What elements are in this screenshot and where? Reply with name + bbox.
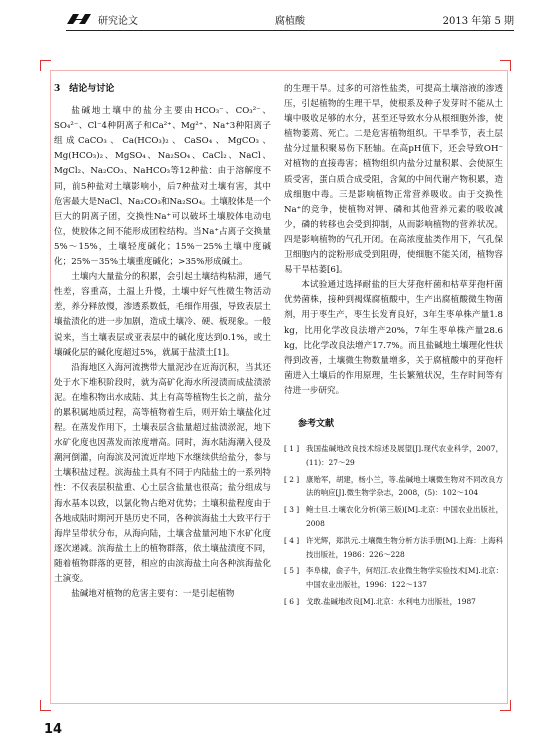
paragraph: 盐碱地对植物的危害主要有：一是引起植物 [71, 589, 235, 600]
reference-text: 我国盐碱地改良技术综述及展望[J].现代农业科学，2007，(11)：27～29 [306, 444, 503, 467]
reference-text: 戈敢.盐碱地改良[M].北京：水利电力出版社，1987 [306, 597, 476, 607]
page-header [66, 10, 514, 32]
crop-mark [500, 700, 511, 711]
reference-item [284, 473, 503, 501]
reference-number: [ 5 ] [284, 566, 300, 576]
paragraph: 土壤内大量盐分的积累，会引起土壤结构粘滞，通气性差，容重高，土温上升慢，土壤中好气性微生物活动差，养分释放慢，渗透系数低，毛细作用强，导致表层土壤盐渍化的进一步加剧，造成土壤冷、硬、板现象。一般说来，当土壤表层或亚表层中的碱化度达到0.1%，或土壤碱化层的碱化度超过5%，就属于盐渍土[1]。 [54, 272, 271, 358]
reference-item [284, 503, 503, 531]
reference-item [284, 534, 503, 562]
header-issue: 2013 年第 5 期 [442, 16, 514, 27]
header-journal-name: 腐植酸 [275, 16, 305, 27]
paragraph: 盐碱地土壤中的盐分主要由HCO₃⁻、CO₃²⁻、SO₄²⁻、Cl⁻4种阴离子和Ca²⁺、Mg²⁺、Na⁺3种阳离子组成CaCO₃、Ca(HCO₃)₂、CaSO₄、MgCO₃、Mg(HCO₃)₂、MgSO₄、Na₂SO₄、CaCl₂、NaCl、MgCl₂、Na₂CO₃、NaHCO₃等12种盐：由于溶解度不同，前5种盐对土壤影响小，后7种盐对土壤有害，其中危害最大是NaCl、Na₂CO₃和Na₂SO₄。土壤胶体是一个巨大的阴离子团，交换性Na⁺可以破坏土壤胶体电动电位，使胶体之间不能形成团粒结构。当Na⁺占离子交换量5%～15%，土壤轻度碱化；15%－25%土壤中度碱化；25%－35%土壤重度碱化；>35%形成碱土。 [54, 106, 271, 268]
header-rule [66, 30, 514, 31]
reference-number: [ 4 ] [284, 535, 300, 545]
reference-text: 鲍士旦.土壤农化分析(第三版)[M].北京：中国农业出版社，2008 [306, 505, 503, 529]
paragraph: 的生理干旱。过多的可溶性盐类，可提高土壤溶液的渗透压，引起植物的生理干旱，使根系及种子发芽时不能从土壤中吸收足够的水分，甚至还导致水分从根细胞外渗，使植物萎蔫、死亡。二是危害植物组织。干旱季节，表土层盐分过量积聚易伤下胚轴。在高pH值下，还会导致OH⁻对植物的直接毒害；植物组织内盐分过量积累、会使原生质受害，蛋白质合成受阻，含氮的中间代谢产物积累，造成细胞中毒。三是影响植物正常营养吸收。由于交换性Na⁺的竞争，使植物对钾、磷和其他营养元素的吸收减少，磷的转移也会受到抑制，从而影响植物的营养状况。四是影响植物的气孔开闭。在高浓度盐类作用下，气孔保卫细胞内的淀粉形成受到阻碍，使细胞不能关闭，植物容易干旱枯萎[6]。 [284, 84, 503, 276]
paragraph: 沿海地区入海河流携带大量泥沙在近海沉积，当其还处于水下堆积阶段时，就为高矿化海水所浸渍而成盐渍淤泥。在堆积物出水成陆、其上有高等植物生长之前，盐分的累积属地质过程，高等植物着生后，则开始土壤盐化过程。在蒸发作用下，土壤表层含盐量超过盐渍淤泥，地下水矿化度也因蒸发而浓度增高。同时，海水陆海潮入侵及潮河倒灌，向海滨及河流近岸地下水继续供给盐分，参与土壤积盐过程。滨海盐土具有不同于内陆盐土的一系列特性：不仅表层积盐重、心土层含盐量也很高；盐分组成与海水基本以致，以氯化物占绝对优势；土壤积盐程度由于各地成陆时期河开垦历史不同，各种滨海盐土大致平行于海岸呈带状分布，从海向陆，土壤含盐量河地下水矿化度逐次递减。滨海盐土上的植物群落，依土壤盐渍度不同，随着植物群落的更替，相应的由滨海盐土向各种滨海盐化土演变。 [54, 362, 271, 584]
reference-item [284, 595, 503, 609]
references-title: 参考文献 [298, 418, 335, 429]
page-number: 14 [44, 722, 63, 737]
crop-mark [40, 60, 51, 71]
reference-text: 康贻军，胡建，杨小兰，等.盐碱地土壤微生物对不同改良方法的响应[J].微生物学杂志，2008，(5)：102～104 [306, 474, 503, 498]
reference-text: 李阜棣，俞子牛，何绍江.农业微生物学实验技术[M].北京：中国农业出版社，1996：122～137 [306, 566, 503, 590]
reference-number: [ 6 ] [284, 597, 300, 607]
reference-number: [ 3 ] [284, 505, 300, 515]
reference-list [284, 442, 503, 609]
left-column [54, 82, 271, 602]
reference-item [284, 442, 503, 470]
right-column [284, 82, 503, 612]
reference-number: [ 1 ] [284, 444, 300, 454]
reference-number: [ 2 ] [284, 474, 300, 484]
reference-item [284, 564, 503, 592]
section-title: 3 结论与讨论 [54, 84, 115, 94]
crop-mark [500, 60, 511, 71]
crop-mark [40, 700, 51, 711]
reference-text: 许光辉，郑洪元.土壤微生物分析方法手册[M].上海：上海科技出版社，1986：226～228 [306, 535, 503, 559]
header-column-label: 研究论文 [98, 16, 138, 27]
paragraph: 本试验通过选择耐盐的巨大芽孢杆菌和枯草芽孢杆菌优势菌株，接种到褐煤腐植酸中，生产出腐植酸微生物菌剂，用于枣生产，枣生长发育良好，3年生枣单株产量1.8 kg，比用化学改良法增产20%，7年生枣单株产量28.6 kg，比化学改良法增产17.7%。而且盐碱地土壤理化性状得到改善，土壤微生物数量增多，关于腐植酸中的芽孢杆菌进入土壤后的作用原理，生长繁殖状况，生存时间等有待进一步研究。 [284, 280, 503, 396]
